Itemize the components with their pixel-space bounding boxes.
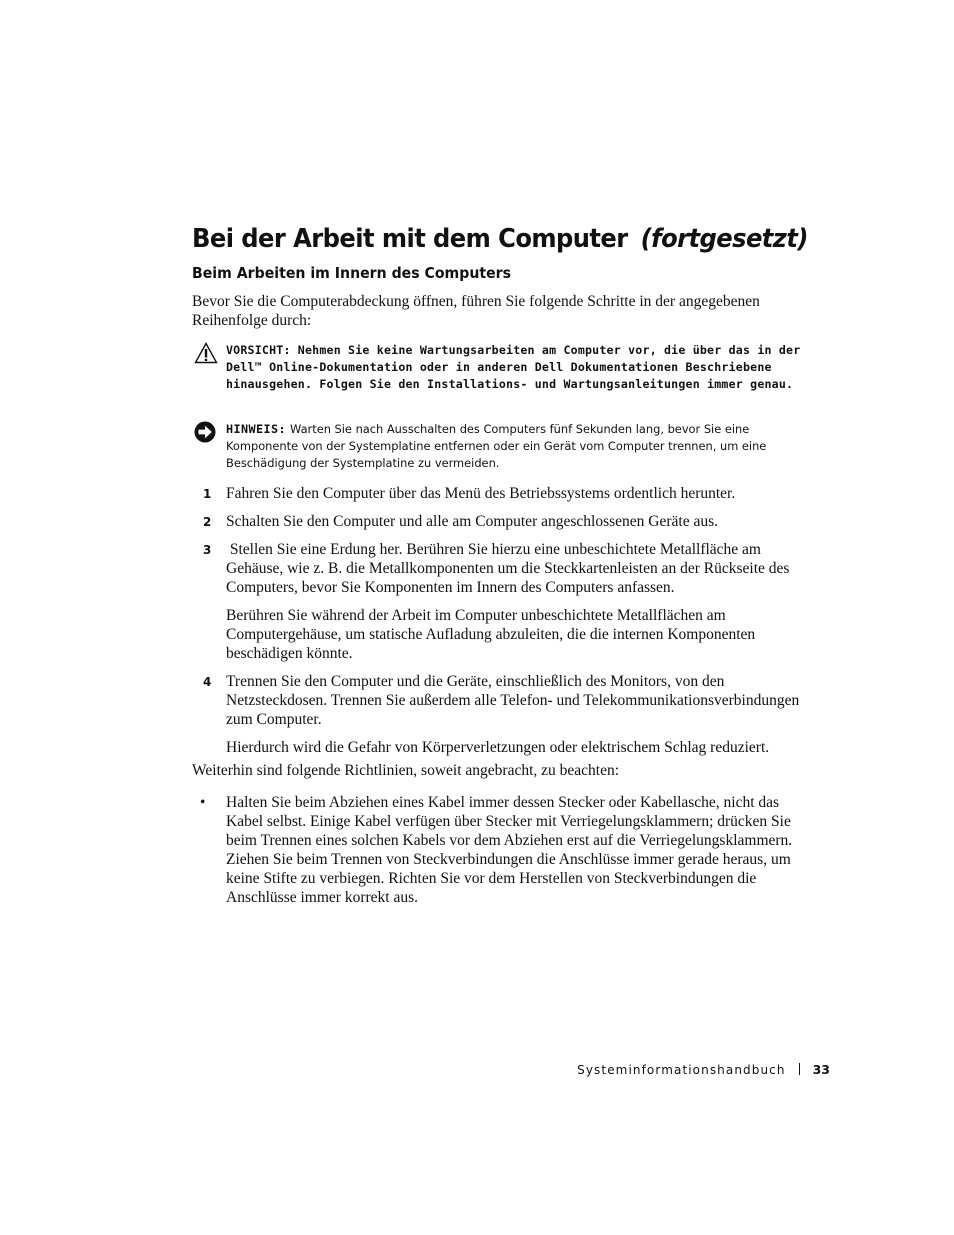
step-item [192,512,804,531]
step-text: Fahren Sie den Computer über das Menü des Betriebssystems ordentlich herunter. [226,485,736,502]
step-number: 4 [203,675,212,689]
step-extra-text: Hierdurch wird die Gefahr von Körperverletzungen oder elektrischem Schlag reduziert. [226,739,770,756]
section-intro: Bevor Sie die Computerabdeckung öffnen, führen Sie folgende Schritte in der angegebenen Reihenfolge durch: [192,293,760,329]
step-text: Trennen Sie den Computer und die Geräte, einschließlich des Monitors, von den Netzsteckdosen. Trennen Sie außerdem alle Telefon- und Telekommunikationsverbindungen zum Computer. [226,673,800,728]
footer-separator [799,1063,800,1075]
bullet-text: Halten Sie beim Abziehen eines Kabel immer dessen Stecker oder Kabellasche, nicht das Kabel selbst. Einige Kabel verfügen über Stecker mit Verriegelungsklammern; drücken Sie beim Trennen eines solchen Kabels vor dem Abziehen erst auf die Verriegelungsklammern. Ziehen Sie beim Trennen von Steckverbindungen die Anschlüsse immer gerade heraus, um keine Stifte zu verbiegen. Richten Sie vor dem Herstellen von Steckverbindungen die Anschlüsse immer korrekt aus. [226,794,793,906]
step-item [192,672,804,757]
step-text: Stellen Sie eine Erdung her. Berühren Sie hierzu eine unbeschichtete Metallfläche am Gehäuse, wie z. B. die Metallkomponenten um die Steckkartenleisten an der Rückseite des Computers, bevor Sie Komponenten im Innern des Computers anfassen. [226,541,794,596]
step-item [192,540,804,663]
page-title-continued: (fortgesetzt) [640,224,808,254]
caution-notice [192,342,804,393]
note-text-block [226,421,804,472]
section-title: Beim Arbeiten im Innern des Computers [192,264,512,282]
guidelines-list [192,793,804,907]
list-item [192,793,804,907]
notice-arrow-icon [194,421,216,448]
step-extra-text: Berühren Sie während der Arbeit im Computer unbeschichtete Metallflächen am Computergehäuse, um statische Aufladung abzuleiten, die die internen Komponenten beschädigen könnte. [226,607,756,662]
footer-book-title: Systeminformationshandbuch [577,1063,786,1077]
step-item [192,484,804,503]
note-notice [192,421,804,472]
warning-triangle-icon [194,342,218,369]
step-number: 3 [203,543,212,557]
page-footer [577,1061,830,1079]
note-text: Warten Sie nach Ausschalten des Computers fünf Sekunden lang, bevor Sie eine Komponente von der Systemplatine entfernen oder ein Gerät vom Computer trennen, um eine Beschädigung der Systemplatine zu vermeiden. [226,422,767,470]
page-number: 33 [812,1062,830,1077]
guidelines-intro: Weiterhin sind folgende Richtlinien, soweit angebracht, zu beachten: [192,762,620,779]
step-number: 1 [203,487,212,501]
bullet-symbol: • [200,794,206,811]
page-title [192,222,808,256]
caution-text: VORSICHT: Nehmen Sie keine Wartungsarbeiten am Computer vor, die über das in der Dell™ Online-Dokumentation oder in anderen Dell Dokumentationen Beschriebene hinausgehen. Folgen Sie den Installations- und Wartungsanleitungen immer genau. [226,343,801,391]
step-text: Schalten Sie den Computer und alle am Computer angeschlossenen Geräte aus. [226,513,718,530]
note-label: HINWEIS: [226,422,287,436]
steps-list [192,484,804,766]
page-title-main: Bei der Arbeit mit dem Computer [192,224,628,254]
step-number: 2 [203,515,212,529]
